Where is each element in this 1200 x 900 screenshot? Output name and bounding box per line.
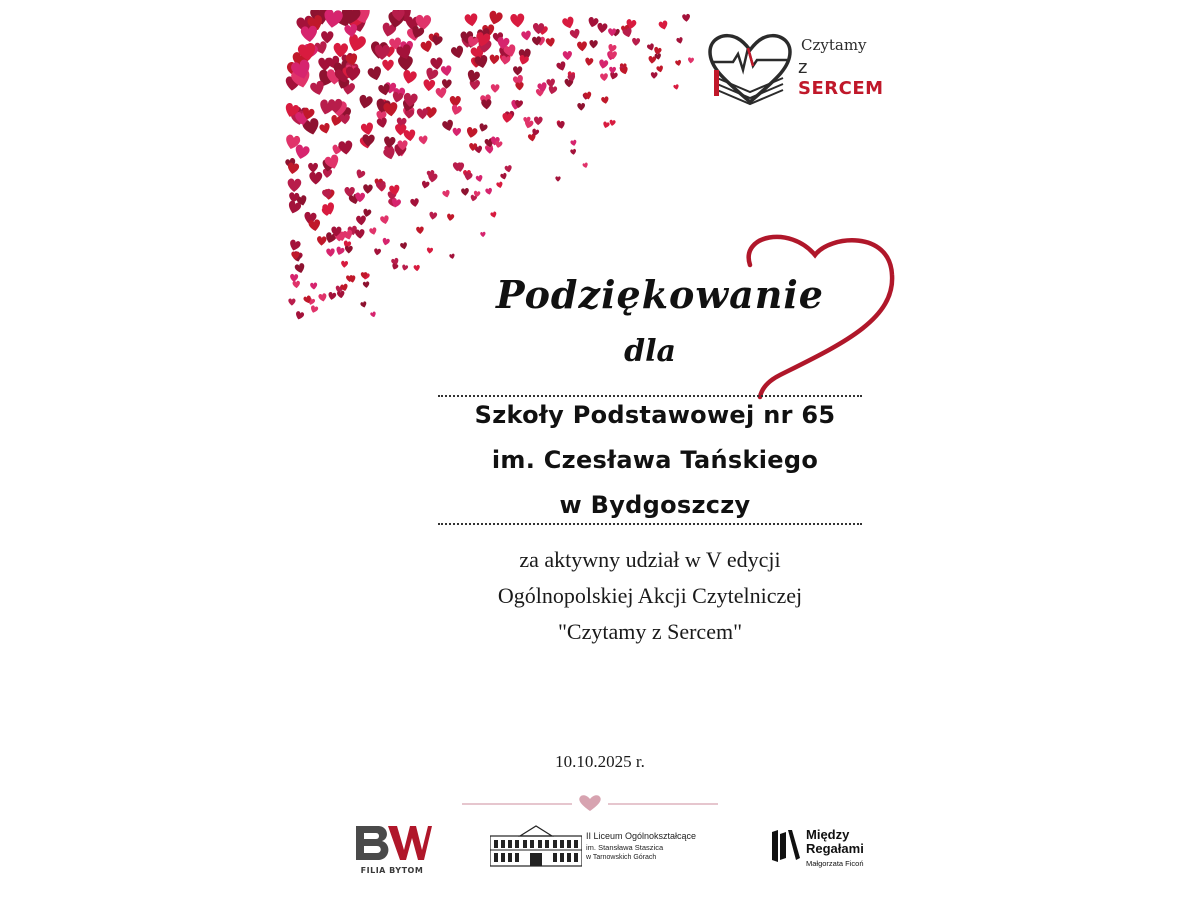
confetti-heart [563, 51, 573, 61]
confetti-heart [601, 96, 610, 105]
confetti-heart [344, 187, 355, 197]
confetti-heart [490, 211, 497, 218]
confetti-heart [402, 69, 418, 85]
description-line-1: za aktywny udział w V edycji [519, 547, 781, 572]
confetti-heart [475, 175, 483, 183]
confetti-heart [442, 189, 451, 198]
confetti-heart [374, 248, 382, 256]
miedzy-regalami-text [806, 828, 864, 868]
liceum-logo [490, 824, 730, 870]
confetti-heart [449, 253, 455, 259]
confetti-heart [382, 60, 394, 71]
confetti-heart [355, 229, 365, 239]
confetti-heart [310, 282, 318, 289]
confetti-heart [585, 57, 594, 66]
school-building-icon [490, 824, 582, 868]
confetti-heart [435, 87, 447, 99]
confetti-heart [570, 149, 576, 155]
confetti-heart [651, 72, 658, 79]
confetti-heart [609, 119, 616, 126]
confetti-heart [491, 84, 500, 93]
confetti-heart [609, 67, 616, 74]
confetti-heart [676, 37, 684, 45]
czytamy-z-sercem-logo [705, 30, 895, 120]
confetti-heart [504, 165, 512, 173]
confetti-heart [287, 178, 301, 192]
confetti-heart [328, 292, 337, 301]
confetti-heart [420, 40, 434, 53]
confetti-heart [587, 16, 599, 28]
heart-divider [462, 794, 718, 814]
confetti-heart [401, 264, 408, 271]
confetti-heart [656, 65, 664, 73]
confetti-heart [583, 91, 592, 100]
confetti-heart [682, 14, 690, 22]
confetti-heart [295, 311, 305, 321]
certificate-date: 10.10.2025 r. [555, 752, 645, 771]
confetti-heart [556, 61, 568, 72]
confetti-heart [658, 20, 669, 31]
confetti-heart [427, 173, 438, 184]
bw-logo-icon [352, 822, 432, 864]
small-heart-icon [579, 795, 600, 811]
confetti-heart [288, 239, 301, 252]
confetti-heart [485, 187, 493, 195]
confetti-heart [478, 123, 488, 133]
confetti-heart [417, 108, 429, 119]
confetti-heart [294, 144, 311, 161]
confetti-heart [547, 85, 557, 95]
confetti-heart [675, 60, 682, 67]
confetti-heart [466, 127, 478, 139]
confetti-heart [521, 30, 532, 41]
confetti-heart [446, 213, 454, 221]
confetti-heart [569, 28, 581, 40]
confetti-heart [570, 140, 577, 147]
confetti-heart [534, 116, 543, 125]
confetti-heart [369, 227, 378, 236]
confetti-heart [555, 176, 560, 181]
liceum-line-2: im. Stansława Staszica [586, 843, 664, 852]
confetti-heart [513, 66, 522, 75]
confetti-heart [308, 219, 321, 232]
confetti-heart [346, 33, 367, 54]
filia-bytom-logo [352, 822, 432, 878]
confetti-heart [561, 16, 575, 30]
confetti-heart [292, 281, 300, 289]
confetti-heart [632, 38, 641, 46]
confetti-heart [391, 263, 399, 271]
confetti-heart [358, 94, 374, 110]
confetti-heart [403, 129, 416, 142]
confetti-heart [376, 181, 387, 192]
confetti-heart [496, 181, 504, 189]
confetti-heart [427, 247, 434, 254]
confetti-heart [318, 293, 327, 302]
dotted-line-top [438, 395, 862, 397]
confetti-heart [600, 73, 608, 81]
confetti-heart [319, 122, 332, 135]
confetti-heart [673, 84, 679, 90]
recipient-line-2: im. Czesława Tańskiego [491, 446, 819, 474]
book-heart-icon [705, 30, 795, 110]
confetti-heart [382, 237, 391, 246]
confetti-heart [589, 40, 598, 49]
confetti-heart [400, 242, 408, 250]
confetti-heart [429, 211, 438, 220]
description-line-3: "Czytamy z Sercem" [557, 619, 743, 644]
confetti-heart [410, 198, 420, 208]
confetti-heart [500, 173, 508, 181]
confetti-heart [455, 162, 465, 172]
confetti-heart [294, 263, 306, 275]
confetti-heart [310, 305, 319, 314]
confetti-heart [461, 188, 469, 196]
confetti-heart [380, 215, 390, 225]
confetti-heart [598, 59, 609, 69]
confetti-heart [335, 246, 345, 256]
confetti-heart [321, 207, 331, 217]
recipient-line-3: w Bydgoszczy [559, 491, 751, 519]
confetti-heart [480, 232, 486, 238]
confetti-heart [577, 103, 585, 111]
confetti-heart [288, 298, 295, 305]
recipient-line-1: Szkoły Podstawowej nr 65 [474, 401, 836, 429]
confetti-heart [326, 248, 335, 257]
confetti-heart [345, 246, 353, 254]
confetti-heart [450, 45, 465, 60]
confetti-heart [557, 121, 566, 130]
certificate-title: Podziękowanie [496, 272, 824, 317]
description-line-2: Ogólnopolskiej Akcji Czytelniczej [497, 583, 803, 608]
confetti-heart [356, 215, 366, 225]
confetti-heart [367, 66, 384, 82]
mr-line-3: Małgorzata Ficoń [806, 859, 864, 868]
confetti-heart [337, 290, 345, 298]
filia-bytom-caption: FILIA BYTOM [360, 866, 424, 875]
confetti-heart [370, 311, 377, 318]
confetti-heart [602, 121, 610, 129]
confetti-heart [464, 13, 479, 27]
confetti-heart [688, 57, 695, 63]
confetti-heart [413, 265, 420, 272]
mr-line-2: Regałami [806, 841, 864, 856]
confetti-heart [487, 10, 503, 26]
confetti-heart [308, 163, 318, 173]
confetti-heart [360, 122, 375, 136]
certificate-for: dla [624, 334, 676, 369]
confetti-heart [440, 65, 452, 77]
liceum-line-1: II Liceum Ogólnokształcące [586, 831, 697, 841]
confetti-heart [309, 172, 322, 185]
confetti-heart [648, 56, 656, 64]
mr-line-1: Między [806, 827, 850, 842]
confetti-heart [418, 135, 428, 145]
logo-line-1: Czytamy [801, 36, 867, 54]
confetti-heart [545, 37, 555, 47]
confetti-heart [360, 301, 367, 308]
confetti-heart [355, 169, 366, 180]
confetti-heart [577, 41, 588, 51]
confetti-heart [653, 46, 662, 55]
confetti-heart [450, 104, 462, 116]
confetti-heart [597, 23, 608, 34]
confetti-heart [363, 184, 373, 194]
confetti-heart [489, 54, 499, 64]
confetti-heart [421, 180, 430, 189]
confetti-heart [363, 281, 370, 288]
confetti-heart [404, 109, 414, 119]
confetti-heart [338, 140, 353, 155]
logo-line-2: z SERCEM [798, 57, 884, 99]
confetti-heart [287, 162, 300, 175]
confetti-heart [376, 117, 388, 129]
confetti-heart [341, 261, 349, 268]
confetti-heart [646, 43, 655, 52]
bookshelf-logo-icon [770, 828, 802, 864]
confetti-heart [423, 79, 436, 91]
liceum-text [586, 831, 696, 861]
dotted-line-bottom [438, 523, 862, 525]
miedzy-regalami-logo [770, 828, 880, 868]
confetti-heart [317, 236, 327, 246]
confetti-heart [323, 10, 344, 29]
confetti-heart [416, 226, 424, 234]
confetti-heart [582, 162, 589, 169]
confetti-heart [290, 274, 298, 282]
confetti-heart [452, 128, 461, 137]
liceum-line-3: w Tarnowskich Górach [586, 854, 657, 861]
confetti-heart [510, 13, 525, 28]
